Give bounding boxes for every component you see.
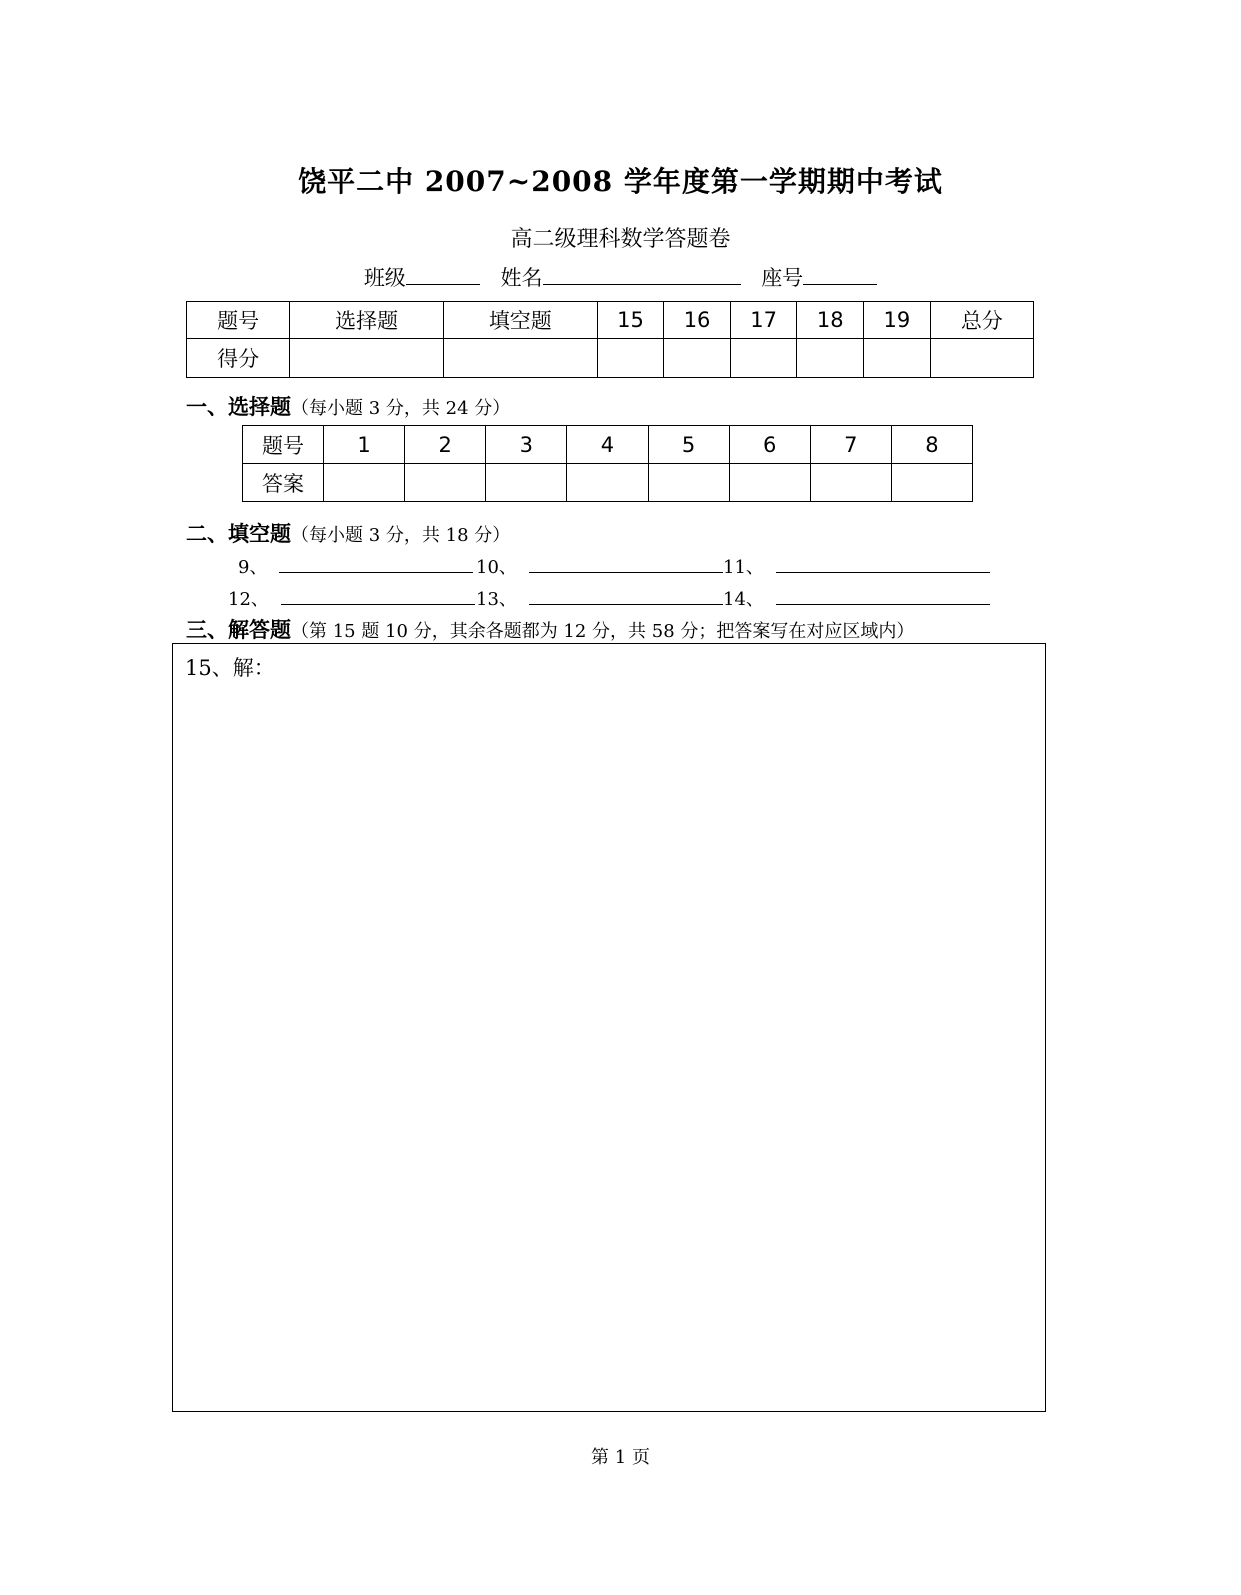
section-note: （第 15 题 10 分，其余各题都为 12 分，共 58 分；把答案写在对应区域内） bbox=[291, 621, 915, 642]
answer-row-label: 答案 bbox=[243, 464, 324, 502]
answer-header-cell: 5 bbox=[648, 426, 729, 464]
page-number: 第 1 页 bbox=[591, 1447, 650, 1468]
section-note: （每小题 3 分，共 24 分） bbox=[291, 398, 511, 419]
score-header-cell: 总分 bbox=[930, 302, 1033, 339]
answer-header-cell: 1 bbox=[324, 426, 405, 464]
score-header-cell: 17 bbox=[730, 302, 797, 339]
fill-item bbox=[476, 585, 723, 611]
fill-blank-line[interactable] bbox=[281, 590, 475, 605]
section-heading: 一、选择题 bbox=[186, 395, 291, 419]
seat-blank[interactable] bbox=[803, 262, 877, 285]
fill-item-number: 13、 bbox=[476, 589, 517, 610]
fill-item-number: 14、 bbox=[723, 589, 764, 610]
answer-header-cell: 6 bbox=[729, 426, 810, 464]
class-blank[interactable] bbox=[406, 262, 480, 285]
fill-blank-line[interactable] bbox=[776, 590, 990, 605]
answer-cell[interactable] bbox=[486, 464, 567, 502]
score-header-cell: 19 bbox=[864, 302, 931, 339]
score-header-cell: 18 bbox=[797, 302, 864, 339]
fill-item bbox=[228, 585, 475, 611]
exam-subtitle: 高二级理科数学答题卷 bbox=[510, 227, 731, 252]
score-cell[interactable] bbox=[290, 339, 444, 378]
answer-table-answer-row bbox=[243, 464, 973, 502]
fill-blank-line[interactable] bbox=[529, 590, 723, 605]
answer-cell[interactable] bbox=[810, 464, 891, 502]
fill-blank-line[interactable] bbox=[776, 558, 990, 573]
seat-label: 座号 bbox=[761, 266, 804, 290]
score-header-cell: 题号 bbox=[187, 302, 290, 339]
answer-cell[interactable] bbox=[729, 464, 810, 502]
score-cell[interactable] bbox=[730, 339, 797, 378]
fill-blank-line[interactable] bbox=[529, 558, 723, 573]
score-table-score-row bbox=[187, 339, 1034, 378]
answer-header-cell: 3 bbox=[486, 426, 567, 464]
score-header-cell: 16 bbox=[664, 302, 731, 339]
solution-answer-box[interactable] bbox=[172, 643, 1046, 1412]
score-cell[interactable] bbox=[664, 339, 731, 378]
answer-cell[interactable] bbox=[405, 464, 486, 502]
answer-header-cell: 7 bbox=[810, 426, 891, 464]
score-row-label: 得分 bbox=[187, 339, 290, 378]
score-cell[interactable] bbox=[443, 339, 597, 378]
score-cell[interactable] bbox=[597, 339, 664, 378]
score-header-cell: 选择题 bbox=[290, 302, 444, 339]
section-fill-in bbox=[186, 518, 510, 548]
fill-item bbox=[476, 553, 723, 579]
section-note: （每小题 3 分，共 18 分） bbox=[291, 525, 511, 546]
name-blank[interactable] bbox=[543, 262, 741, 285]
score-table-header-row bbox=[187, 302, 1034, 339]
fill-item-number: 9、 bbox=[238, 557, 268, 578]
fill-item-number: 10、 bbox=[476, 557, 517, 578]
choice-answer-table bbox=[242, 425, 973, 502]
score-cell[interactable] bbox=[930, 339, 1033, 378]
answer-cell[interactable] bbox=[648, 464, 729, 502]
name-label: 姓名 bbox=[500, 266, 543, 290]
section-heading: 二、填空题 bbox=[186, 522, 291, 546]
answer-header-cell: 2 bbox=[405, 426, 486, 464]
student-info-line bbox=[0, 262, 1241, 292]
answer-table-header-row bbox=[243, 426, 973, 464]
answer-header-cell: 8 bbox=[891, 426, 972, 464]
answer-cell[interactable] bbox=[324, 464, 405, 502]
score-table bbox=[186, 301, 1034, 378]
section-heading: 三、解答题 bbox=[186, 618, 291, 642]
fill-item-number: 12、 bbox=[228, 589, 269, 610]
answer-header-cell: 题号 bbox=[243, 426, 324, 464]
class-label: 班级 bbox=[363, 266, 406, 290]
exam-title: 饶平二中 2007~2008 学年度第一学期期中考试 bbox=[298, 165, 943, 198]
score-header-cell: 15 bbox=[597, 302, 664, 339]
answer-header-cell: 4 bbox=[567, 426, 648, 464]
solution-label: 15、解： bbox=[185, 656, 275, 680]
score-cell[interactable] bbox=[797, 339, 864, 378]
section-multiple-choice bbox=[186, 391, 510, 421]
score-cell[interactable] bbox=[864, 339, 931, 378]
answer-cell[interactable] bbox=[891, 464, 972, 502]
fill-item-number: 11、 bbox=[723, 557, 764, 578]
score-header-cell: 填空题 bbox=[443, 302, 597, 339]
section-solution bbox=[186, 614, 914, 644]
fill-item bbox=[238, 553, 473, 579]
fill-item bbox=[723, 553, 990, 579]
answer-cell[interactable] bbox=[567, 464, 648, 502]
fill-blank-line[interactable] bbox=[279, 558, 473, 573]
fill-item bbox=[723, 585, 990, 611]
